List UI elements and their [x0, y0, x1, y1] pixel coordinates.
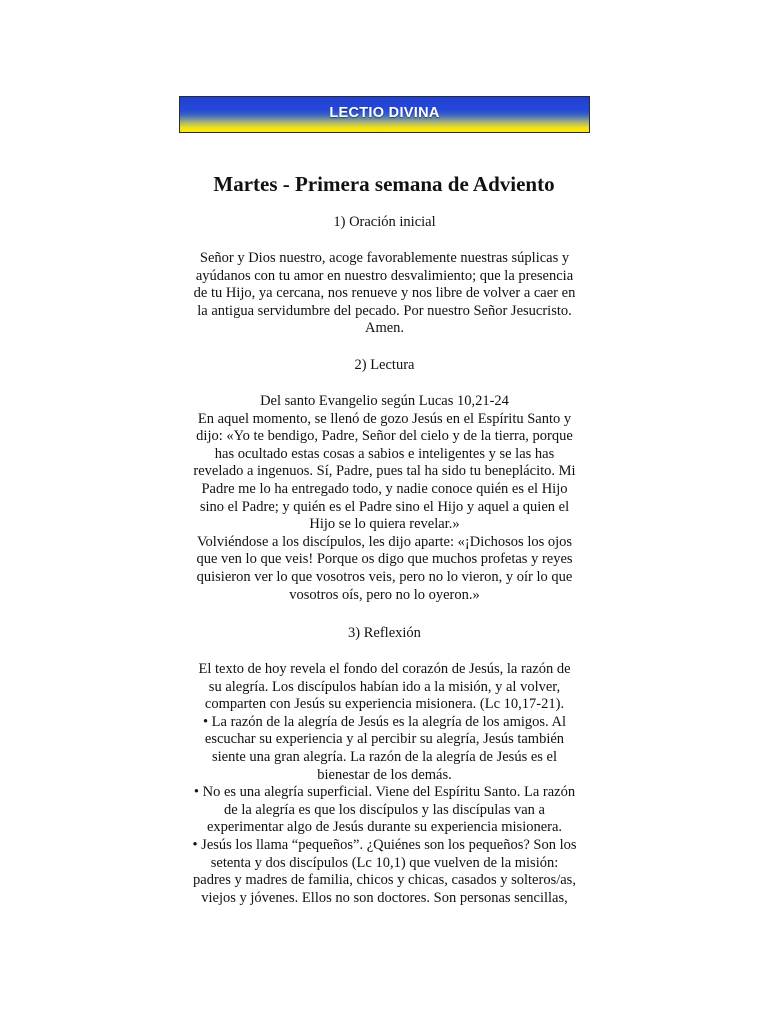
heading-reflexion: [179, 625, 590, 643]
text-line: comparten con Jesús su experiencia misionera. (Lc 10,17-21).: [204, 696, 565, 713]
lectio-divina-banner: [179, 96, 590, 133]
heading-lectura: [179, 357, 590, 375]
text-line: Señor y Dios nuestro, acoge favorablemente nuestras súplicas y: [199, 250, 570, 266]
section-heading: 3) Reflexión: [348, 625, 421, 641]
bullet-line: • La razón de la alegría de Jesús es la alegría de los amigos. Al: [202, 713, 567, 730]
text-line: Padre me lo ha entregado todo, y nadie conoce quién es el Hijo: [201, 480, 568, 497]
text-line: que ven lo que veis! Porque os digo que muchos profetas y reyes: [196, 551, 573, 568]
reflexion-paragraph: [179, 661, 590, 907]
text-line: su alegría. Los discípulos habían ido a la misión, y al volver,: [208, 678, 561, 695]
text-line: siente una gran alegría. La razón de la alegría de Jesús es el: [211, 748, 558, 765]
text-line: de tu Hijo, ya cercana, nos renueve y nos libre de volver a caer en: [193, 285, 576, 302]
text-line: Volviéndose a los discípulos, les dijo aparte: «¡Dichosos los ojos: [196, 533, 573, 550]
text-line: experimentar algo de Jesús durante su experiencia misionera.: [206, 819, 563, 836]
bullet-line: • Jesús los llama “pequeños”. ¿Quiénes son los pequeños? Son los: [192, 836, 577, 853]
text-line: dijo: «Yo te bendigo, Padre, Señor del cielo y de la tierra, porque: [196, 428, 573, 445]
page-title: Martes - Primera semana de Adviento: [213, 172, 555, 196]
text-line: setenta y dos discípulos (Lc 10,1) que vuelven de la misión:: [210, 854, 559, 871]
text-line: padres y madres de familia, chicos y chicas, casados y solteros/as,: [193, 872, 576, 889]
bullet-line: • No es una alegría superficial. Viene del Espíritu Santo. La razón: [193, 784, 576, 801]
text-line: vosotros oís, pero no lo oyeron.»: [289, 586, 480, 603]
text-line: revelado a ingenuos. Sí, Padre, pues tal ha sido tu beneplácito. Mi: [193, 463, 576, 480]
text-line: Del santo Evangelio según Lucas 10,21-24: [260, 393, 509, 409]
text-line: de la alegría es que los discípulos y las discípulas van a: [224, 801, 545, 818]
text-line: ayúdanos con tu amor en nuestro desvalimiento; que la presencia: [195, 267, 574, 284]
section-heading: 1) Oración inicial: [333, 214, 436, 230]
text-line: la antigua servidumbre del pecado. Por nuestro Señor Jesucristo.: [197, 302, 572, 319]
lectura-paragraph: [179, 393, 590, 604]
text-line: En aquel momento, se llenó de gozo Jesús en el Espíritu Santo y: [197, 410, 572, 427]
text-line: has ocultado estas cosas a sabios e inteligentes y se las has: [214, 445, 555, 462]
oracion-paragraph: [179, 250, 590, 338]
text-line: viejos y jóvenes. Ellos no son doctores. Son personas sencillas,: [201, 889, 568, 906]
text-line: Hijo se lo quiera revelar.»: [309, 516, 460, 533]
text-line: quisieron ver lo que vosotros veis, pero no lo vieron, y oír lo que: [196, 568, 573, 585]
banner-label: LECTIO DIVINA: [329, 105, 440, 121]
heading-oracion-inicial: [179, 214, 590, 232]
text-line: sino el Padre; y quién es el Padre sino el Hijo y aquel a quien el: [199, 498, 570, 515]
section-heading: 2) Lectura: [354, 357, 415, 373]
text-line: Amen.: [364, 320, 405, 337]
text-line: escuchar su experiencia y al percibir su alegría, Jesús también: [204, 731, 565, 748]
text-line: El texto de hoy revela el fondo del corazón de Jesús, la razón de: [198, 661, 571, 677]
text-line: bienestar de los demás.: [317, 766, 452, 783]
